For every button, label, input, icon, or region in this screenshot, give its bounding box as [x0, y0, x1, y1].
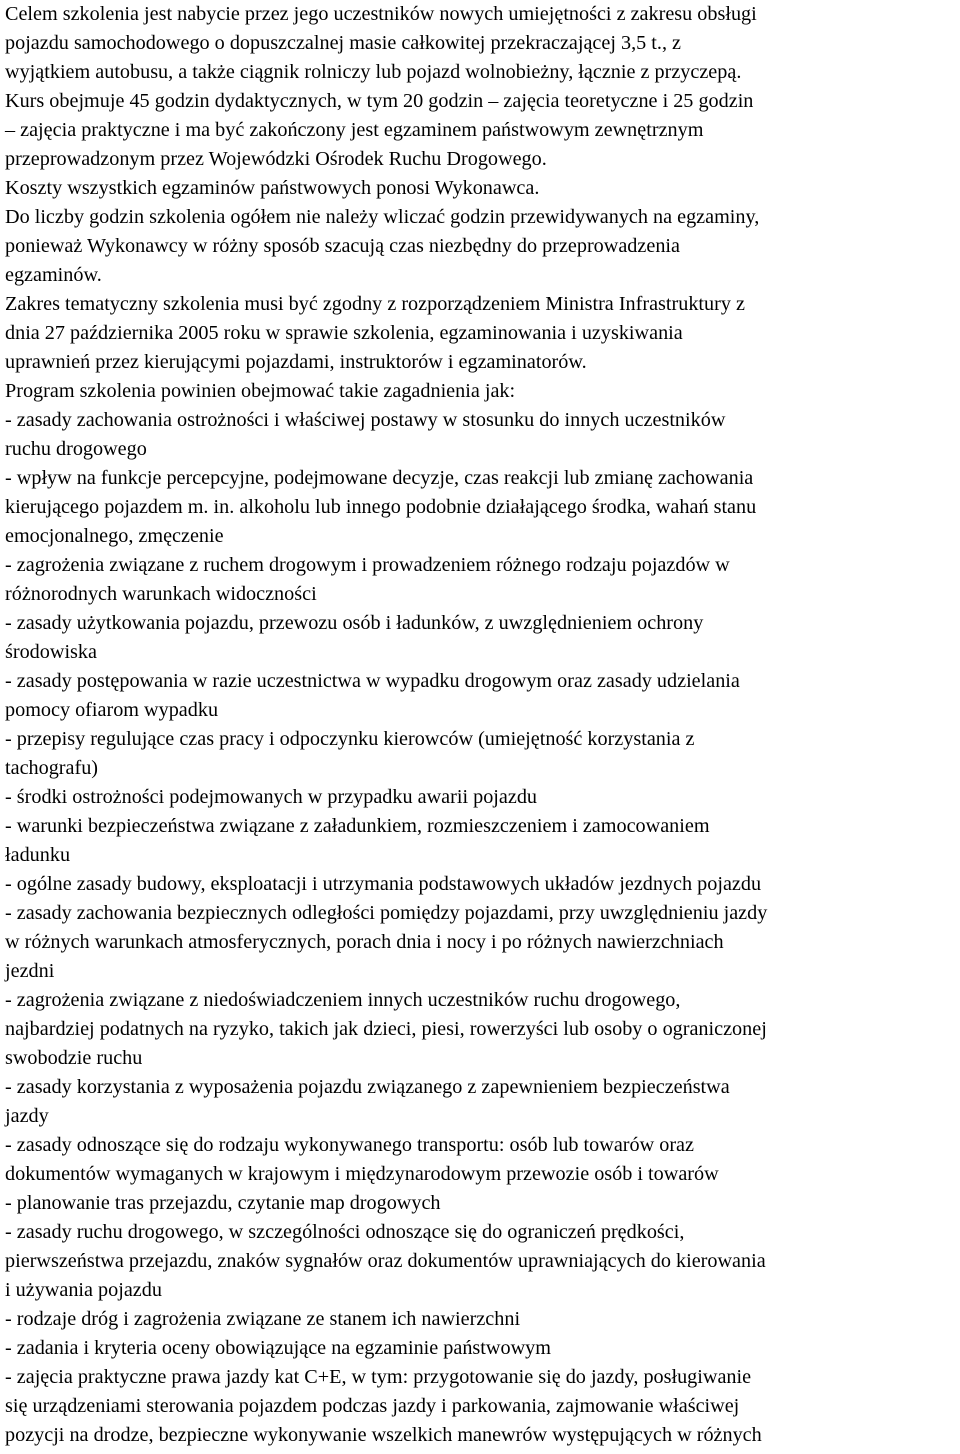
list-item-line: najbardziej podatnych na ryzyko, takich jak dzieci, piesi, rowerzyści lub osoby o ograniczonej: [5, 1018, 767, 1040]
text-line: ponieważ Wykonawcy w różny sposób szacują czas niezbędny do przeprowadzenia: [5, 235, 680, 257]
text-line: egzaminów.: [5, 264, 102, 286]
list-item-line: się urządzeniami sterowania pojazdem podczas jazdy i parkowania, zajmowanie właściwej: [5, 1395, 740, 1417]
list-item-line: - środki ostrożności podejmowanych w przypadku awarii pojazdu: [5, 786, 538, 808]
list-item-line: - zajęcia praktyczne prawa jazdy kat C+E, w tym: przygotowanie się do jazdy, posługiwanie: [5, 1366, 752, 1388]
list-item-line: - zagrożenia związane z ruchem drogowym i prowadzeniem różnego rodzaju pojazdów w: [5, 554, 730, 576]
list-item-line: - planowanie tras przejazdu, czytanie map drogowych: [5, 1192, 441, 1214]
list-item-line: jezdni: [5, 960, 55, 982]
list-item-line: - zasady korzystania z wyposażenia pojazdu związanego z zapewnieniem bezpieczeństwa: [5, 1076, 730, 1098]
list-item-line: emocjonalnego, zmęczenie: [5, 525, 224, 547]
text-line: wyjątkiem autobusu, a także ciągnik rolniczy lub pojazd wolnobieżny, łącznie z przyczepą.: [5, 61, 742, 83]
list-item-line: - zagrożenia związane z niedoświadczeniem innych uczestników ruchu drogowego,: [5, 989, 681, 1011]
text-line: pojazdu samochodowego o dopuszczalnej masie całkowitej przekraczającej 3,5 t., z: [5, 32, 681, 54]
text-line: Koszty wszystkich egzaminów państwowych ponosi Wykonawca.: [5, 177, 540, 199]
list-item-line: - zasady postępowania w razie uczestnictwa w wypadku drogowym oraz zasady udzielania: [5, 670, 740, 692]
text-line: Zakres tematyczny szkolenia musi być zgodny z rozporządzeniem Ministra Infrastruktury z: [5, 293, 745, 315]
list-item-line: swobodzie ruchu: [5, 1047, 143, 1069]
list-item-line: - zadania i kryteria oceny obowiązujące na egzaminie państwowym: [5, 1337, 551, 1359]
list-item-line: pierwszeństwa przejazdu, znaków sygnałów oraz dokumentów uprawniających do kierowania: [5, 1250, 766, 1272]
list-item-line: - rodzaje dróg i zagrożenia związane ze stanem ich nawierzchni: [5, 1308, 521, 1330]
list-item-line: tachografu): [5, 757, 99, 779]
list-item-line: pozycji na drodze, bezpieczne wykonywanie wszelkich manewrów występujących w różnych: [5, 1424, 762, 1446]
list-item-line: - zasady użytkowania pojazdu, przewozu osób i ładunków, z uwzględnieniem ochrony: [5, 612, 704, 634]
list-item-line: ładunku: [5, 844, 71, 866]
list-item-line: - zasady zachowania bezpiecznych odległości pomiędzy pojazdami, przy uwzględnieniu jazdy: [5, 902, 768, 924]
list-item-line: - warunki bezpieczeństwa związane z załadunkiem, rozmieszczeniem i zamocowaniem: [5, 815, 710, 837]
list-item-line: dokumentów wymaganych w krajowym i międzynarodowym przewozie osób i towarów: [5, 1163, 719, 1185]
list-item-line: - zasady odnoszące się do rodzaju wykonywanego transportu: osób lub towarów oraz: [5, 1134, 694, 1156]
document-body: [5, 0, 957, 1450]
text-line: dnia 27 października 2005 roku w sprawie szkolenia, egzaminowania i uzyskiwania: [5, 322, 683, 344]
text-line: Celem szkolenia jest nabycie przez jego uczestników nowych umiejętności z zakresu obsługi: [5, 3, 757, 25]
text-line: przeprowadzonym przez Wojewódzki Ośrodek Ruchu Drogowego.: [5, 148, 547, 170]
list-item-line: w różnych warunkach atmosferycznych, porach dnia i nocy i po różnych nawierzchniach: [5, 931, 724, 953]
list-item-line: - wpływ na funkcje percepcyjne, podejmowane decyzje, czas reakcji lub zmianę zachowania: [5, 467, 754, 489]
list-item-line: pomocy ofiarom wypadku: [5, 699, 219, 721]
list-item-line: różnorodnych warunkach widoczności: [5, 583, 317, 605]
list-item-line: - zasady zachowania ostrożności i właściwej postawy w stosunku do innych uczestników: [5, 409, 726, 431]
text-line: Kurs obejmuje 45 godzin dydaktycznych, w tym 20 godzin – zajęcia teoretyczne i 25 godzin: [5, 90, 754, 112]
list-item-line: jazdy: [5, 1105, 49, 1127]
list-item-line: kierującego pojazdem m. in. alkoholu lub innego podobnie działającego środka, wahań stanu: [5, 496, 757, 518]
list-item-line: - przepisy regulujące czas pracy i odpoczynku kierowców (umiejętność korzystania z: [5, 728, 695, 750]
text-line: uprawnień przez kierującymi pojazdami, instruktorów i egzaminatorów.: [5, 351, 587, 373]
text-line: Do liczby godzin szkolenia ogółem nie należy wliczać godzin przewidywanych na egzaminy,: [5, 206, 760, 228]
text-line: – zajęcia praktyczne i ma być zakończony jest egzaminem państwowym zewnętrznym: [5, 119, 704, 141]
list-item-line: ruchu drogowego: [5, 438, 147, 460]
text-line: Program szkolenia powinien obejmować takie zagadnienia jak:: [5, 380, 516, 402]
list-item-line: środowiska: [5, 641, 97, 663]
list-item-line: - ogólne zasady budowy, eksploatacji i utrzymania podstawowych układów jezdnych pojazdu: [5, 873, 762, 895]
list-item-line: i używania pojazdu: [5, 1279, 162, 1301]
list-item-line: - zasady ruchu drogowego, w szczególności odnoszące się do ograniczeń prędkości,: [5, 1221, 685, 1243]
